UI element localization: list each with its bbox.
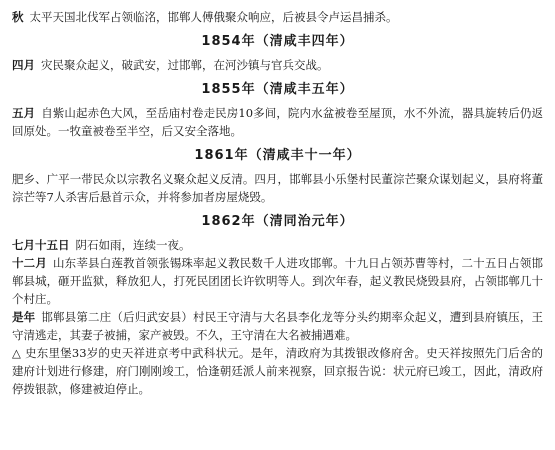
entry-text: 肥乡、广平一带民众以宗教名义聚众起义反清。四月，邯郸县小乐堡村民董淙芒聚众谋划起义，县府将董淙芒等7人杀害后悬首示众，并将参加者房屋烧毁。 (12, 172, 543, 204)
entry-1861 (12, 170, 543, 206)
entry-this-year (12, 308, 543, 344)
entry-text: 邯郸县第二庄（后归武安县）村民王守清与大名县李化龙等分头约期率众起义，遭到县府镇压，王守清逃走，其妻子被捕，家产被毁。不久，王守清在大名被捕遇难。 (12, 310, 543, 342)
entry-july-15 (12, 236, 543, 254)
year-heading-1855: 1855年（清咸丰五年） (201, 82, 354, 97)
entry-may-1855 (12, 104, 543, 140)
entry-note (12, 344, 543, 398)
triangle-mark-icon: △ (12, 346, 22, 360)
entry-text: 自紫山起赤色大风，至岳庙村卷走民房10多间，院内水盆被卷至屋顶，水不外流，器具旋转后仍返回原处。一牧童被卷至半空，后又安全落地。 (12, 106, 543, 138)
entry-text: 史东里堡33岁的史天祥进京考中武科状元。是年，清政府为其拨银改修府舍。史天祥按照先门后舍的建府计划进行修建，府门刚刚竣工，恰逢朝廷派人前来视察，回京报告说：状元府已竣工，因此，清政府停拨银款，修建被迫停止。 (12, 346, 543, 396)
entry-label: 十二月 (12, 256, 48, 270)
entry-label: 秋 (12, 10, 24, 24)
entry-text: 山东莘县白莲教首领张锡珠率起义教民数千人进攻邯郸。十九日占领苏曹等村，二十五日占领邯郸县城，砸开监狱，释放犯人，打死民团团长许钦明等人。到次年春，起义教民烧毁县府，占领邯郸几十个村庄。 (12, 256, 543, 306)
entry-label: 五月 (12, 106, 36, 120)
entry-text: 阴石如雨，连续一夜。 (75, 238, 191, 252)
entry-label: 四月 (12, 58, 35, 72)
year-heading-1862: 1862年（清同治元年） (201, 214, 354, 229)
entry-april-1854 (12, 56, 543, 74)
entry-label: 是年 (12, 310, 36, 324)
year-heading-1854: 1854年（清咸丰四年） (201, 34, 354, 49)
entry-label: 七月十五日 (12, 238, 70, 252)
entry-december (12, 254, 543, 308)
year-heading-1861: 1861年（清咸丰十一年） (194, 148, 361, 163)
entry-text: 太平天国北伐军占领临洺，邯郸人傅俄聚众响应，后被县令卢运昌捕杀。 (29, 10, 398, 24)
entry-text: 灾民聚众起义，破武安，过邯郸，在河沙镇与官兵交战。 (41, 58, 329, 72)
entry-autumn (12, 8, 543, 26)
